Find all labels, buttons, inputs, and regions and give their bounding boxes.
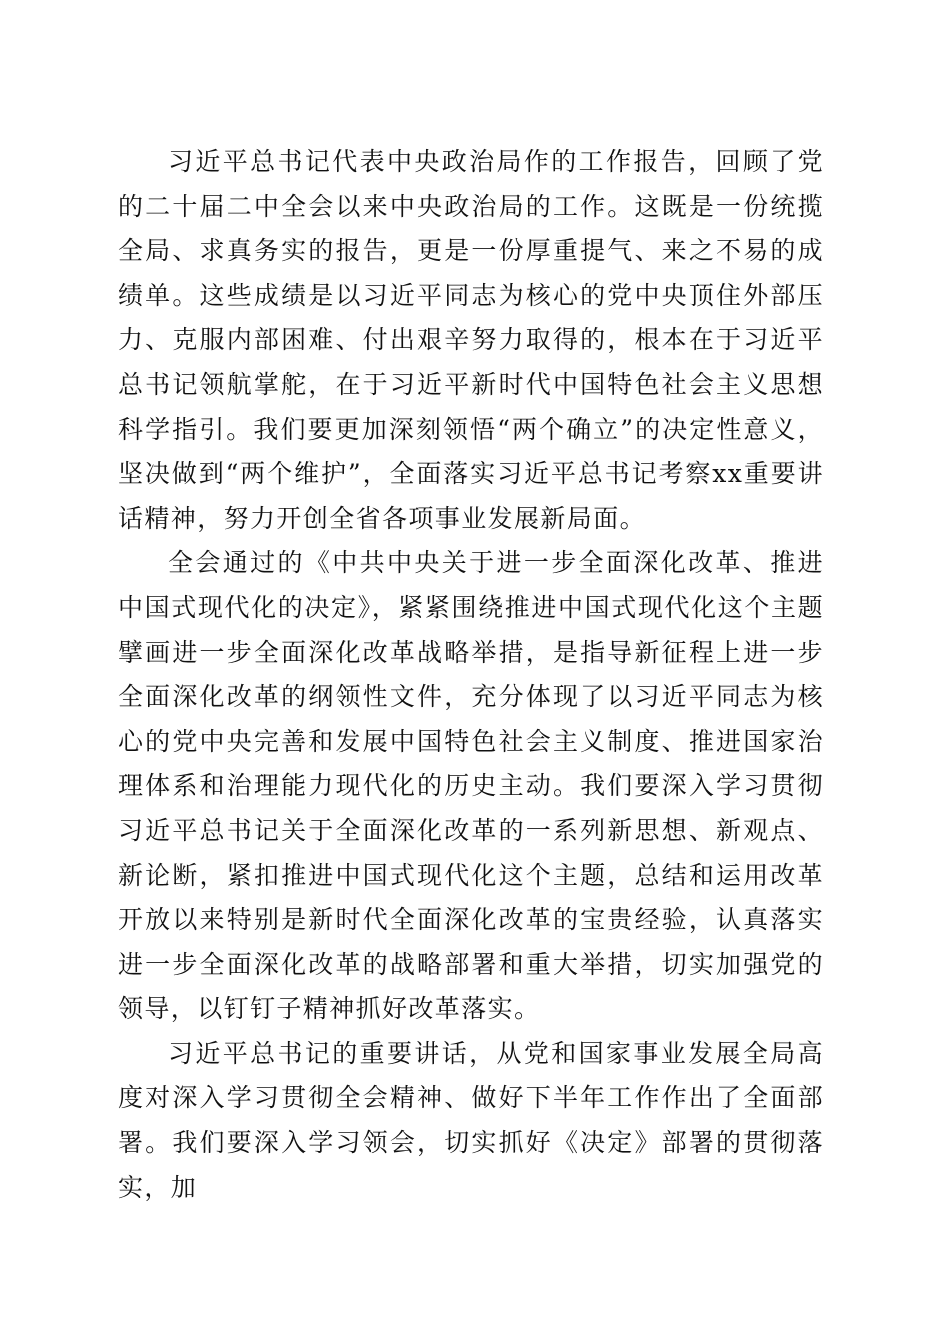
paragraph-2: 全会通过的《中共中央关于进一步全面深化改革、推进中国式现代化的决定》，紧紧围绕推进中国式现代化这个主题擘画进一步全面深化改革战略举措，是指导新征程上进一步全面深化改革的纲领性文件，充分体现了以习近平同志为核心的党中央完善和发展中国特色社会主义制度、推进国家治理体系和治理能力现代化的历史主动。我们要深入学习贯彻习近平总书记关于全面深化改革的一系列新思想、新观点、新论断，紧扣推进中国式现代化这个主题，总结和运用改革开放以来特别是新时代全面深化改革的宝贵经验，认真落实进一步全面深化改革的战略部署和重大举措，切实加强党的领导，以钉钉子精神抓好改革落实。: [118, 548, 824, 1024]
paragraph-3: 习近平总书记的重要讲话，从党和国家事业发展全局高度对深入学习贯彻全会精神、做好下半年工作作出了全面部署。我们要深入学习领会，切实抓好《决定》部署的贯彻落实，加: [118, 1038, 824, 1202]
paragraph-1: 习近平总书记代表中央政治局作的工作报告，回顾了党的二十届二中全会以来中央政治局的工作。这既是一份统揽全局、求真务实的报告，更是一份厚重提气、来之不易的成绩单。这些成绩是以习近平同志为核心的党中央顶住外部压力、克服内部困难、付出艰辛努力取得的，根本在于习近平总书记领航掌舵，在于习近平新时代中国特色社会主义思想科学指引。我们要更加深刻领悟“两个确立”的决定性意义，坚决做到“两个维护”，全面落实习近平总书记考察xx重要讲话精神，努力开创全省各项事业发展新局面。: [118, 147, 824, 533]
body-text: [118, 140, 824, 1210]
